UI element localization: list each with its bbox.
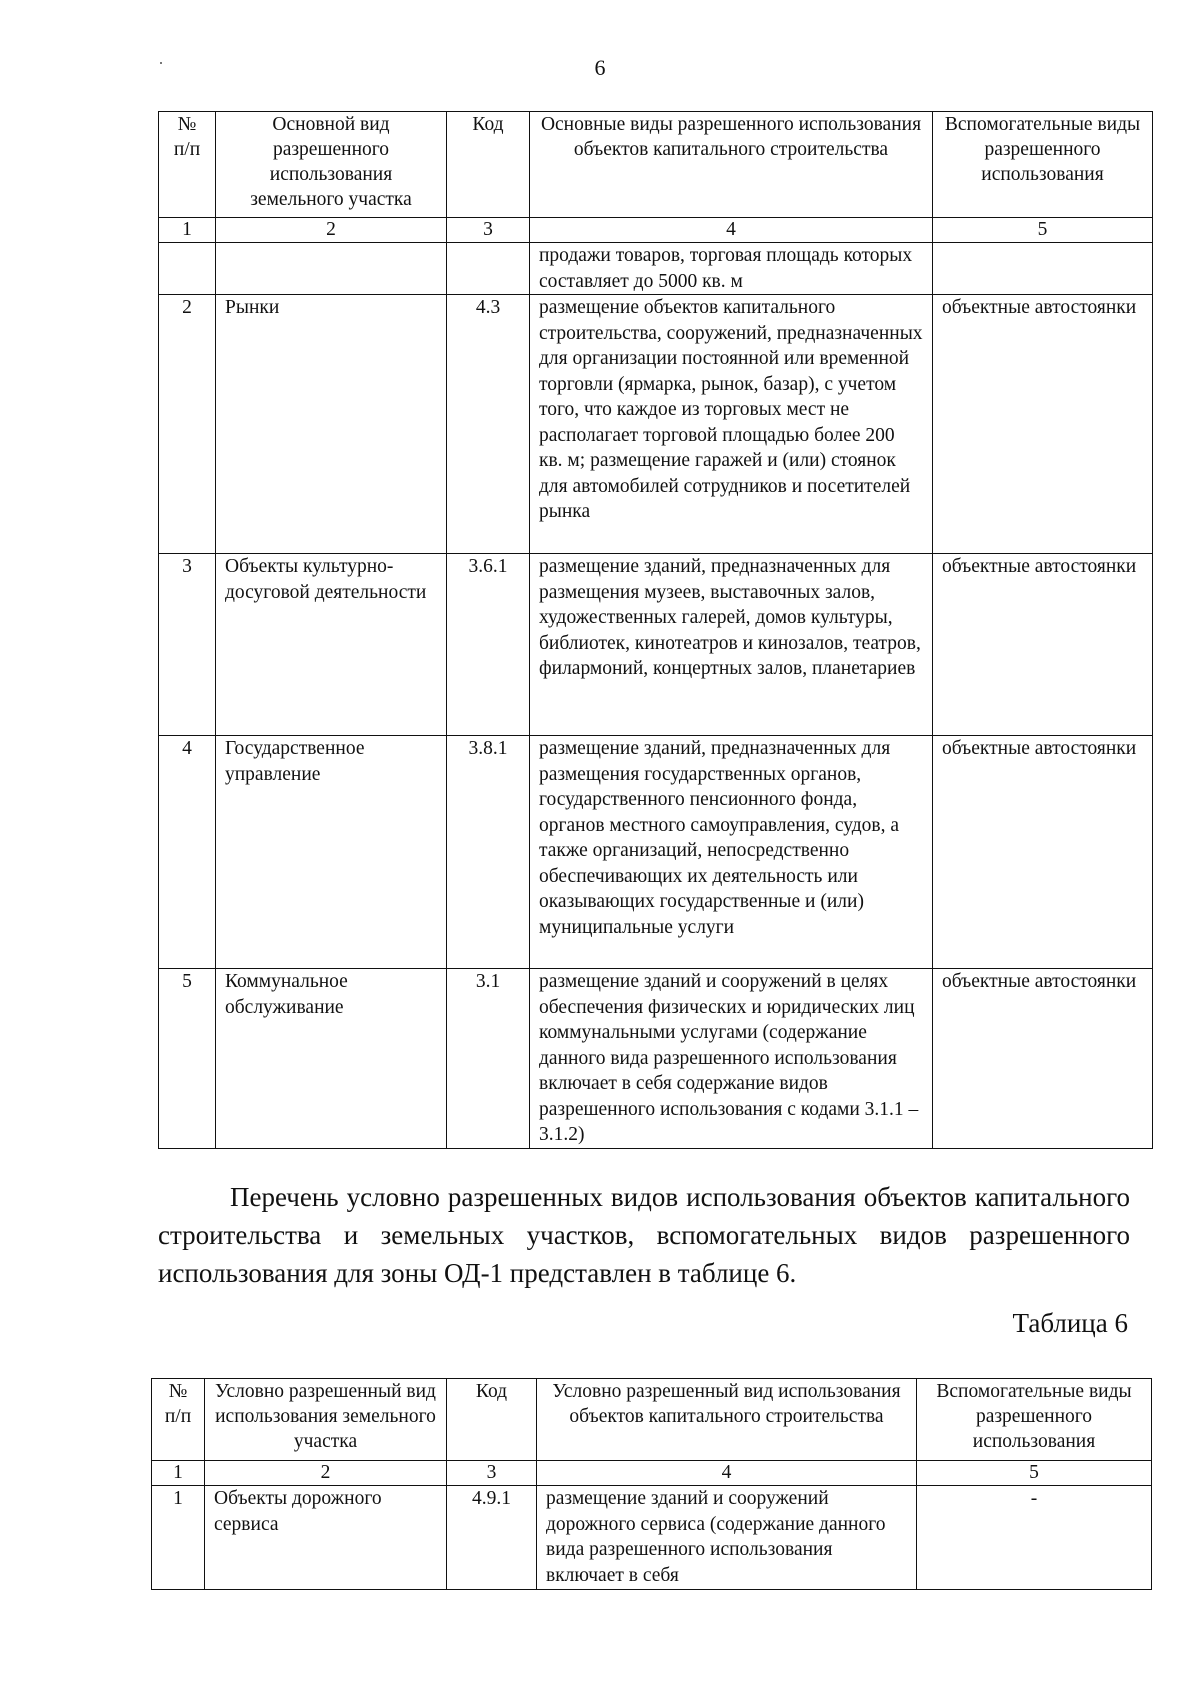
permitted-uses-table [158,111,1153,1149]
header-auxiliary-use: Вспомогательные виды разрешенного использования [933,112,1153,218]
column-number-row [152,1461,1152,1486]
row-number: 3 [159,554,216,736]
row-code: 4.9.1 [447,1486,537,1590]
header-code: Код [447,112,530,218]
page-number: 6 [594,55,606,80]
table-label: Таблица 6 [1012,1308,1128,1338]
table-header-row [152,1379,1152,1461]
column-number: 5 [917,1461,1152,1486]
row-auxiliary: - [917,1486,1152,1590]
row-land-use: Объекты культурно-досуговой деятельности [216,554,447,736]
row-auxiliary: объектные автостоянки [933,736,1153,969]
table-row [159,554,1153,736]
column-number: 2 [216,218,447,243]
row-auxiliary: объектные автостоянки [933,295,1153,554]
row-number [159,243,216,295]
row-land-use: Коммунальное обслуживание [216,969,447,1149]
header-code: Код [447,1379,537,1461]
header-land-use: Условно разрешенный вид использования земельного участка [205,1379,447,1461]
column-number: 1 [152,1461,205,1486]
row-description: размещение объектов капитального строительства, сооружений, предназначенных для организации постоянной или временной торговли (ярмарка, рынок, базар), с учетом того, что каждое из торговых мест не располагает торговой площадью более 200 кв. м; размещение гаражей и (или) стоянок для автомобилей сотрудников и посетителей рынка [530,295,933,554]
conditional-uses-table [151,1378,1152,1590]
row-code: 4.3 [447,295,530,554]
row-auxiliary: объектные автостоянки [933,554,1153,736]
table-row [159,736,1153,969]
header-number: № п/п [159,112,216,218]
row-land-use: Государственное управление [216,736,447,969]
row-description: размещение зданий и сооружений дорожного сервиса (содержание данного вида разрешенного использования включает в себя [537,1486,917,1590]
header-number: № п/п [152,1379,205,1461]
row-description: продажи товаров, торговая площадь которых составляет до 5000 кв. м [530,243,933,295]
column-number: 3 [447,1461,537,1486]
column-number: 3 [447,218,530,243]
row-land-use: Объекты дорожного сервиса [205,1486,447,1590]
header-construction-use: Основные виды разрешенного использования объектов капитального строительства [530,112,933,218]
row-description: размещение зданий, предназначенных для размещения музеев, выставочных залов, художественных галерей, домов культуры, библиотек, кинотеатров и кинозалов, театров, филармоний, концертных залов, планетариев [530,554,933,736]
column-number-row [159,218,1153,243]
row-number: 2 [159,295,216,554]
row-land-use: Рынки [216,295,447,554]
header-land-use: Основной вид разрешенного использования земельного участка [216,112,447,218]
column-number: 4 [530,218,933,243]
row-description: размещение зданий и сооружений в целях обеспечения физических и юридических лиц коммунальными услугами (содержание данного вида разрешенного использования включает в себя содержание видов разрешенного использования с кодами 3.1.1 – 3.1.2) [530,969,933,1149]
row-number: 1 [152,1486,205,1590]
row-auxiliary [933,243,1153,295]
column-number: 5 [933,218,1153,243]
column-number: 2 [205,1461,447,1486]
column-number: 4 [537,1461,917,1486]
row-number: 4 [159,736,216,969]
row-code: 3.6.1 [447,554,530,736]
row-code: 3.1 [447,969,530,1149]
table-row [152,1486,1152,1590]
header-auxiliary-use: Вспомогательные виды разрешенного использования [917,1379,1152,1461]
table-row [159,295,1153,554]
row-code [447,243,530,295]
row-land-use [216,243,447,295]
table-row [159,243,1153,295]
row-description: размещение зданий, предназначенных для размещения государственных органов, государственного пенсионного фонда, органов местного самоуправления, судов, а также организаций, непосредственно обеспечивающих их деятельность или оказывающих государственные и (или) муниципальные услуги [530,736,933,969]
header-construction-use: Условно разрешенный вид использования объектов капитального строительства [537,1379,917,1461]
table-row [159,969,1153,1149]
row-code: 3.8.1 [447,736,530,969]
table-header-row [159,112,1153,218]
intro-paragraph: Перечень условно разрешенных видов использования объектов капитального строительства и земельных участков, вспомогательных видов разрешенного использования для зоны ОД-1 представлен в таблице 6. [158,1182,1130,1288]
row-number: 5 [159,969,216,1149]
row-auxiliary: объектные автостоянки [933,969,1153,1149]
column-number: 1 [159,218,216,243]
